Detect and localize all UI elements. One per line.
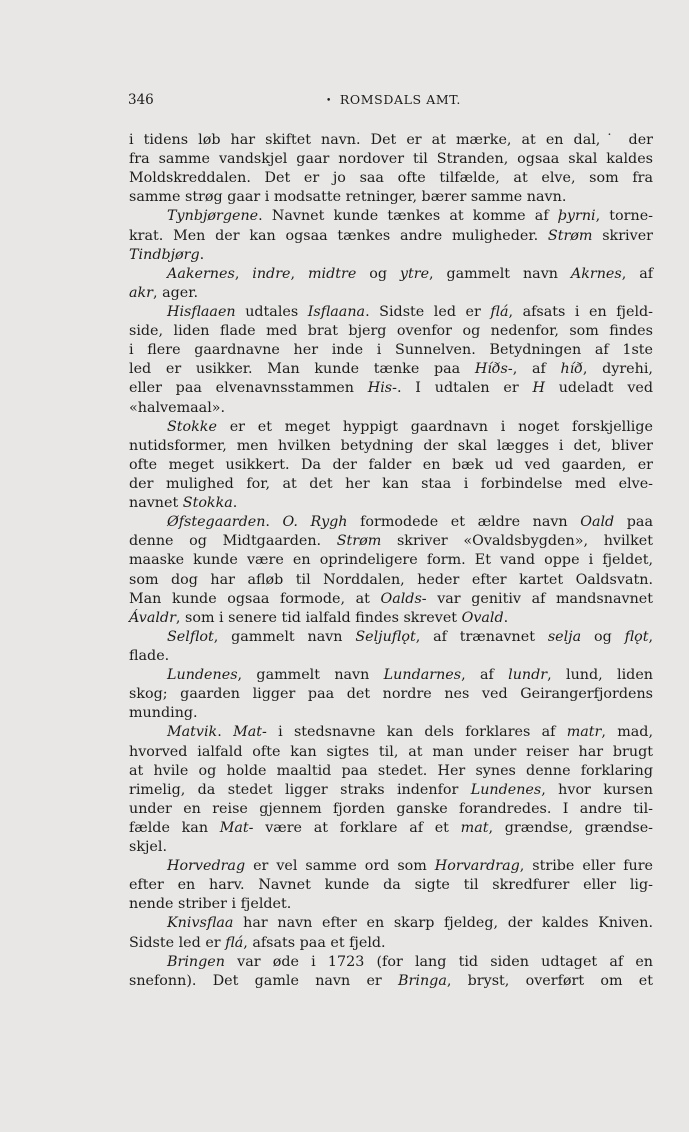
text-line: Man kunde ogsaa formode, at Oalds- var genitiv af mandsnavnet <box>129 590 653 607</box>
text-line: Sidste led er flá, afsats paa et fjeld. <box>129 934 386 951</box>
text-line: Tindbjørg. <box>129 246 205 263</box>
text-line: led er usikker. Man kunde tænke paa Híðs-, af híð, dyrehi, <box>129 361 653 378</box>
page-header <box>128 92 652 112</box>
italic-term: Ávaldr <box>129 609 176 626</box>
text-line: Selflot, gammelt navn Seljuflǫt, af trænavnet selja og flǫt, <box>167 628 654 645</box>
text-line: Tynbjørgene. Navnet kunde tænkes at komme af þyrni, torne- <box>167 208 653 225</box>
italic-term: Akrnes <box>570 265 622 282</box>
italic-term: Hisflaaen <box>167 303 236 320</box>
text-line: denne og Midtgaarden. Strøm skriver «Ovaldsbygden», hvilket <box>129 533 653 550</box>
text-line: Lundenes, gammelt navn Lundarnes, af lundr, lund, liden <box>167 667 653 684</box>
italic-term: Knivsflaa <box>167 915 234 932</box>
text-line: Bringen var øde i 1723 (for lang tid siden udtaget af en <box>167 953 653 970</box>
italic-term: His- <box>367 380 397 397</box>
italic-term: Lundarnes <box>383 667 462 684</box>
text-line: snefonn). Det gamle navn er Bringa, bryst, overført om et <box>129 972 653 989</box>
italic-term: akr <box>129 284 154 301</box>
text-line: akr, ager. <box>129 284 199 301</box>
italic-term: Stokke <box>167 418 217 435</box>
italic-term: Tynbjørgene <box>167 208 259 225</box>
italic-term: Selflot <box>167 628 214 645</box>
italic-term: O. Rygh <box>282 514 348 531</box>
italic-term: Horvardrag <box>434 858 520 875</box>
italic-term: Ovald <box>461 609 504 626</box>
italic-term: Tindbjørg <box>129 246 200 263</box>
text-line: at hvile og holde maaltid paa stedet. Her synes denne forklaring <box>129 762 653 779</box>
text-line: fra samme vandskjel gaar nordover til Stranden, ogsaa skal kaldes <box>129 151 653 168</box>
text-line: ofte meget usikkert. Da der falder en bæk ud ved gaarden, er <box>129 456 653 473</box>
text-line: samme strøg gaar i modsatte retninger, bærer samme navn. <box>129 189 567 206</box>
italic-term: Oald <box>580 514 615 531</box>
italic-term: Strøm <box>336 533 382 550</box>
italic-term: Isflaana <box>307 303 366 320</box>
italic-term: Horvedrag <box>167 858 246 875</box>
text-line: Knivsflaa har navn efter en skarp fjeldeg, der kaldes Kniven. <box>167 915 653 932</box>
text-line: «halvemaal». <box>129 399 226 416</box>
italic-term: flá <box>490 303 509 320</box>
text-line: krat. Men der kan ogsaa tænkes andre muligheder. Strøm skriver <box>129 227 653 244</box>
italic-term: Lundenes <box>470 781 542 798</box>
text-line: Matvik. Mat- i stedsnavne kan dels forklares af matr, mad, <box>167 724 653 741</box>
italic-term: flǫt <box>624 628 649 645</box>
text-line: Horvedrag er vel samme ord som Horvardrag, stribe eller fure <box>167 858 654 875</box>
text-line: skjel. <box>129 839 168 856</box>
text-line: Moldskreddalen. Det er jo saa ofte tilfælde, at elve, som fra <box>129 170 653 187</box>
text-line: side, liden flade med brat bjerg ovenfor og nedenfor, som findes <box>129 323 653 340</box>
italic-term: Bringen <box>167 953 225 970</box>
text-line: under en reise gjennem fjorden ganske forandredes. I andre til- <box>129 800 653 817</box>
text-line: Ávaldr, som i senere tid ialfald findes skrevet Ovald. <box>129 609 509 626</box>
italic-term: Mat- <box>219 819 254 836</box>
text-line: Stokke er et meget hyppigt gaardnavn i noget forskjellige <box>167 418 653 435</box>
italic-term: Aakernes <box>167 265 235 282</box>
text-line: der mulighed for, at det her kan staa i forbindelse med elve- <box>129 475 653 492</box>
italic-term: matr <box>566 724 602 741</box>
italic-term: híð <box>560 361 583 378</box>
italic-term: þyrni <box>557 208 596 225</box>
text-line: munding. <box>129 705 198 722</box>
text-line: i flere gaardnavne her inde i Sunnelven. Betydningen af 1ste <box>129 342 653 359</box>
text-line: nende striber i fjeldet. <box>129 896 292 913</box>
italic-term: Híðs- <box>474 361 513 378</box>
text-line: fælde kan Mat- være at forklare af et mat, grændse, grændse- <box>129 819 653 836</box>
text-line: flade. <box>129 647 170 664</box>
italic-term: mat <box>460 819 489 836</box>
text-line: eller paa elvenavnsstammen His-. I udtalen er H udeladt ved <box>129 380 654 397</box>
italic-term: Matvik <box>167 724 218 741</box>
page-number: 346 <box>128 92 154 108</box>
italic-term: Strøm <box>547 227 593 244</box>
italic-term: Bringa <box>398 972 447 989</box>
italic-term: selja <box>547 628 582 645</box>
text-line: efter en harv. Navnet kunde da sigte til skredfurer eller lig- <box>129 877 653 894</box>
italic-term: Lundenes <box>167 667 238 684</box>
text-line: Aakernes, indre, midtre og ytre, gammelt navn Akrnes, af <box>167 265 654 282</box>
text-line: Hisflaaen udtales Isflaana. Sidste led er flá, afsats i en fjeld- <box>167 303 653 320</box>
text-line: maaske kunde være en oprindeligere form. Et vand oppe i fjeldet, <box>129 552 653 569</box>
text-line: som dog har afløb til Norddalen, heder efter kartet Oaldsvatn. <box>129 571 653 588</box>
italic-term: Mat- <box>233 724 267 741</box>
italic-term: Oalds- <box>380 590 427 607</box>
text-line: i tidens løb har skiftet navn. Det er at mærke, at en dal,˙ der <box>129 132 653 148</box>
italic-term: indre <box>252 265 291 282</box>
text-line: Øfstegaarden. O. Rygh formodede et ældre navn Oald paa <box>167 514 653 531</box>
italic-term: Øfstegaarden <box>167 514 266 531</box>
italic-term: ytre <box>399 265 430 282</box>
italic-term: Stokka <box>182 495 233 512</box>
italic-term: midtre <box>307 265 357 282</box>
italic-term: flá <box>225 934 244 951</box>
text-line: navnet Stokka. <box>129 495 238 512</box>
text-line: nutidsformer, men hvilken betydning der skal lægges i det, bliver <box>129 437 653 454</box>
italic-term: Seljuflǫt <box>355 628 416 645</box>
text-line: rimelig, da stedet ligger straks indenfor Lundenes, hvor kursen <box>129 781 653 798</box>
running-title: • ROMSDALS AMT. <box>326 92 461 107</box>
text-line: skog; gaarden ligger paa det nordre nes ved Geirangerfjordens <box>129 686 653 703</box>
italic-term: lundr <box>508 667 548 684</box>
italic-term: H <box>532 380 545 397</box>
body-text <box>129 131 653 991</box>
text-line: hvorved ialfald ofte kan sigtes til, at man under reiser har brugt <box>129 743 653 760</box>
